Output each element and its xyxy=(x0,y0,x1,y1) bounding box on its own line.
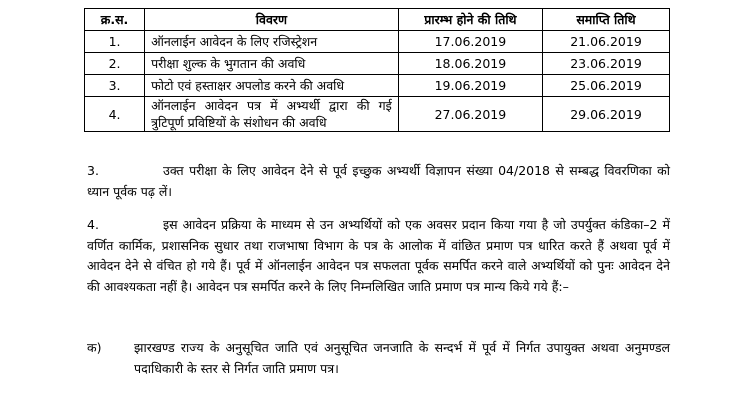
row-start-date: 27.06.2019 xyxy=(398,97,542,132)
list-item-text: झारखण्ड राज्य के अनुसूचित जाति एवं अनुसूचित जनजाति के सन्दर्भ में पूर्व में निर्गत उपायुक्त अथवा अनुमण्डल पदाधिकारी के स्तर से निर्गत जाति प्रमाण पत्र। xyxy=(134,340,670,376)
paragraph-3-number: 3. xyxy=(87,163,99,178)
paragraph-3-text: उक्त परीक्षा के लिए आवेदन देने से पूर्व इच्छुक अभ्यर्थी विज्ञापन संख्या 04/2018 से सम्बद्ध विवरणिका को ध्यान पूर्वक पढ़ लें। xyxy=(87,163,670,199)
table-row xyxy=(85,31,670,53)
row-end-date: 23.06.2019 xyxy=(542,53,669,75)
table-header-row xyxy=(85,9,670,31)
row-start-date: 17.06.2019 xyxy=(398,31,542,53)
table-row xyxy=(85,97,670,132)
paragraph-4-number: 4. xyxy=(87,217,99,232)
row-end-date: 21.06.2019 xyxy=(542,31,669,53)
list-item-label: क) xyxy=(87,340,102,355)
row-end-date: 25.06.2019 xyxy=(542,75,669,97)
header-description: विवरण xyxy=(145,9,399,31)
row-serial: 3. xyxy=(85,75,145,97)
header-serial: क्र.स. xyxy=(85,9,145,31)
row-description: परीक्षा शुल्क के भुगतान की अवधि xyxy=(145,53,399,75)
row-end-date: 29.06.2019 xyxy=(542,97,669,132)
table-row xyxy=(85,53,670,75)
header-start-date: प्रारम्भ होने की तिथि xyxy=(398,9,542,31)
row-description: ऑनलाईन आवेदन के लिए रजिस्ट्रेशन xyxy=(145,31,399,53)
list-item-ka xyxy=(87,338,670,379)
row-description: फोटो एवं हस्ताक्षर अपलोड करने की अवधि xyxy=(145,75,399,97)
paragraph-3 xyxy=(87,161,670,202)
row-start-date: 19.06.2019 xyxy=(398,75,542,97)
paragraph-4-text: इस आवेदन प्रक्रिया के माध्यम से उन अभ्यर्थियों को एक अवसर प्रदान किया गया है जो उपर्युक्त कंडिका–2 में वर्णित कार्मिक, प्रशासनिक सुधार तथा राजभाषा विभाग के पत्र के आलोक में वांछित प्रमाण पत्र धारित करते हैं अथवा पूर्व में आवेदन देने से वंचित हो गये हैं। पूर्व में ऑनलाईन आवेदन पत्र सफलता पूर्वक समर्पित करने वाले अभ्यर्थियों को पुनः आवेदन देने की आवश्यकता नहीं है। आवेदन पत्र समर्पित करने के लिए निम्नलिखित जाति प्रमाण पत्र मान्य किये गये हैं:– xyxy=(87,217,670,294)
paragraph-4 xyxy=(87,215,670,297)
row-serial: 4. xyxy=(85,97,145,132)
row-description: ऑनलाईन आवेदन पत्र में अभ्यर्थी द्वारा की गई त्रुटिपूर्ण प्रविष्टियों के संशोधन की अवधि xyxy=(145,97,399,132)
row-serial: 2. xyxy=(85,53,145,75)
schedule-table xyxy=(84,8,670,132)
row-start-date: 18.06.2019 xyxy=(398,53,542,75)
row-serial: 1. xyxy=(85,31,145,53)
header-end-date: समाप्ति तिथि xyxy=(542,9,669,31)
table-row xyxy=(85,75,670,97)
